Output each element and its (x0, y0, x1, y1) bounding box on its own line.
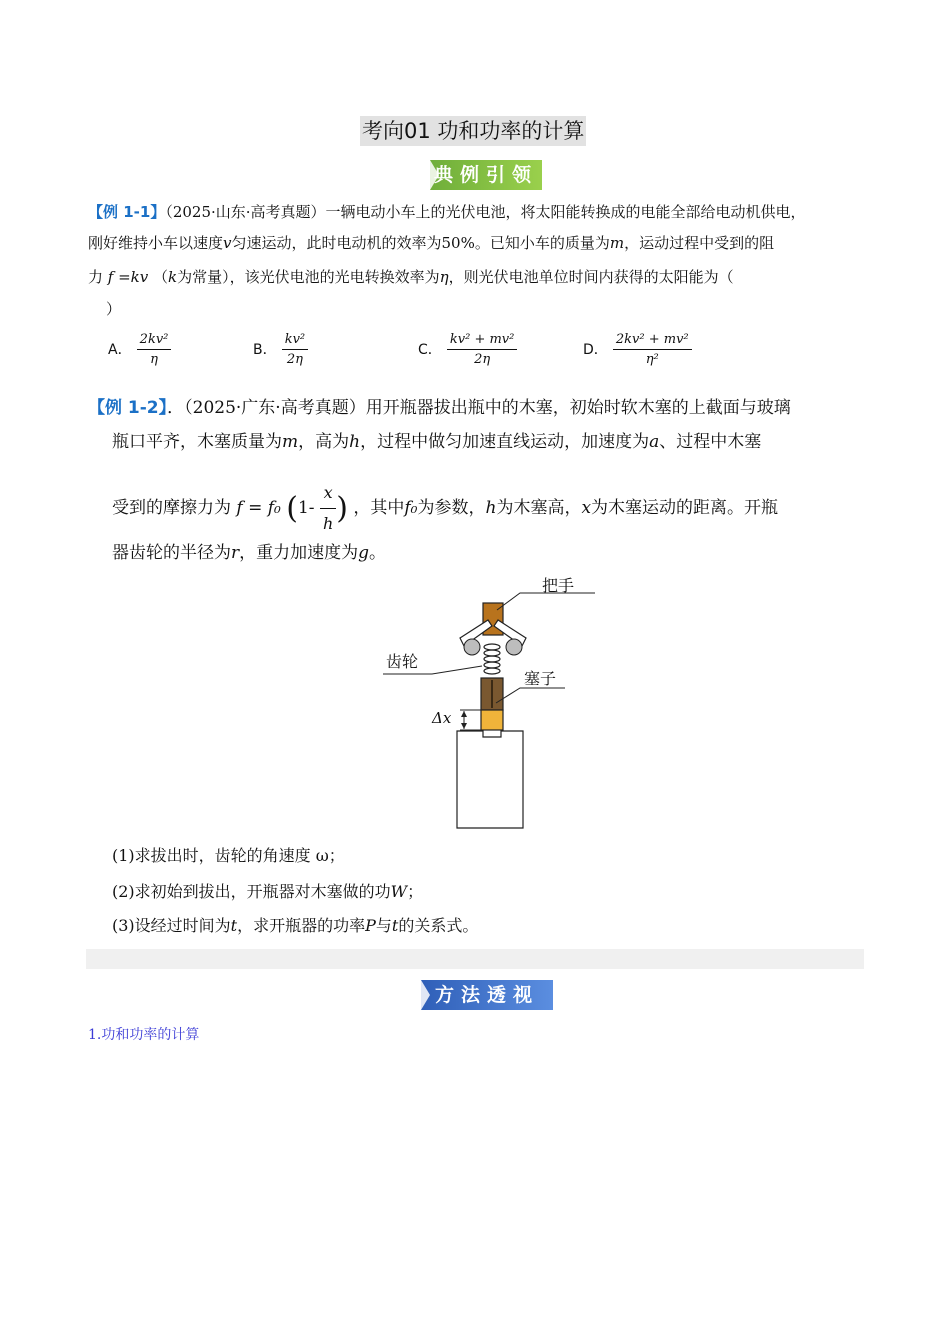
option-c[interactable]: C． $\frac{\text{kv² + mv²}}{2\eta}$ (418, 332, 517, 367)
ex1-line4: ） (106, 300, 122, 318)
method-banner-label: 方法透视 (434, 984, 539, 1006)
section-divider (86, 949, 864, 969)
ex1-line1: 【例 1-1】（2025·山东·高考真题）一辆电动小车上的光伏电池，将太阳能转换成的电能全部给电动机供电， (88, 203, 806, 221)
label-stopper: 塞子 (524, 669, 557, 688)
stopper-lower (481, 710, 503, 730)
option-b[interactable]: B． $\frac{\text{kv²}}{2\eta}$ (253, 332, 308, 367)
banner-arrow-icon (421, 980, 430, 1010)
method-heading: 1.功和功率的计算 (88, 1027, 200, 1043)
banner-arrow-icon (430, 160, 439, 190)
label-gear: 齿轮 (386, 652, 419, 671)
ex1-line2: 刚好维持小车以速度v匀速运动，此时电动机的效率为50%。已知小车的质量为m，运动过程中受到的阻 (88, 234, 775, 252)
method-banner (421, 980, 553, 1010)
ex2-tag: 【例 1-2】 (88, 398, 168, 418)
ex1-formula-f: f =kv (107, 268, 149, 286)
stopper-leader (496, 688, 565, 703)
label-dx: Δx (432, 709, 452, 727)
ex2-line1: 【例 1-2】．（2025·广东·高考真题）用开瓶器拔出瓶中的木塞，初始时软木塞的上截面与玻璃 (88, 398, 791, 418)
friction-formula: f = f₀ (236, 498, 281, 518)
ex2-line4: 器齿轮的半径为r，重力加速度为g。 (112, 543, 387, 563)
examples-banner (430, 160, 542, 190)
bottle-shape (457, 731, 523, 828)
subq-2: (2)求初始到拔出，开瓶器对木塞做的功W； (112, 882, 424, 901)
subq-3: (3)设经过时间为t，求开瓶器的功率P与t的关系式。 (112, 916, 479, 935)
ex1-tag: 【例 1-1】 (88, 203, 166, 221)
ex1-line3: 力 f =kv （k为常量），该光伏电池的光电转换效率为η，则光伏电池单位时间内获得的太阳能为（ (88, 268, 734, 286)
ex2-line3: 受到的摩擦力为 f = f₀ (1- $\frac{x}{h}$ ) ，其中f₀为参数，h为木塞高，x为木塞运动的距离。开瓶 (112, 480, 778, 537)
right-ball (506, 639, 522, 655)
label-handle: 把手 (542, 576, 575, 595)
examples-banner-label: 典例引领 (433, 164, 538, 186)
option-d[interactable]: D． $\frac{\text{2kv² + mv²}}{\text{η²}}$ (583, 332, 692, 367)
page-title: 考向01 功和功率的计算 (360, 116, 586, 146)
bottle-opener-figure (380, 568, 610, 833)
ex2-line2: 瓶口平齐，木塞质量为m，高为h，过程中做匀加速直线运动，加速度为a、过程中木塞 (112, 432, 762, 452)
spring-coil (484, 644, 500, 674)
subq-1: (1)求拔出时，齿轮的角速度 ω； (112, 846, 345, 865)
left-ball (464, 639, 480, 655)
option-a[interactable]: A． $\frac{\text{2kv²}}{\eta}$ (108, 332, 171, 367)
